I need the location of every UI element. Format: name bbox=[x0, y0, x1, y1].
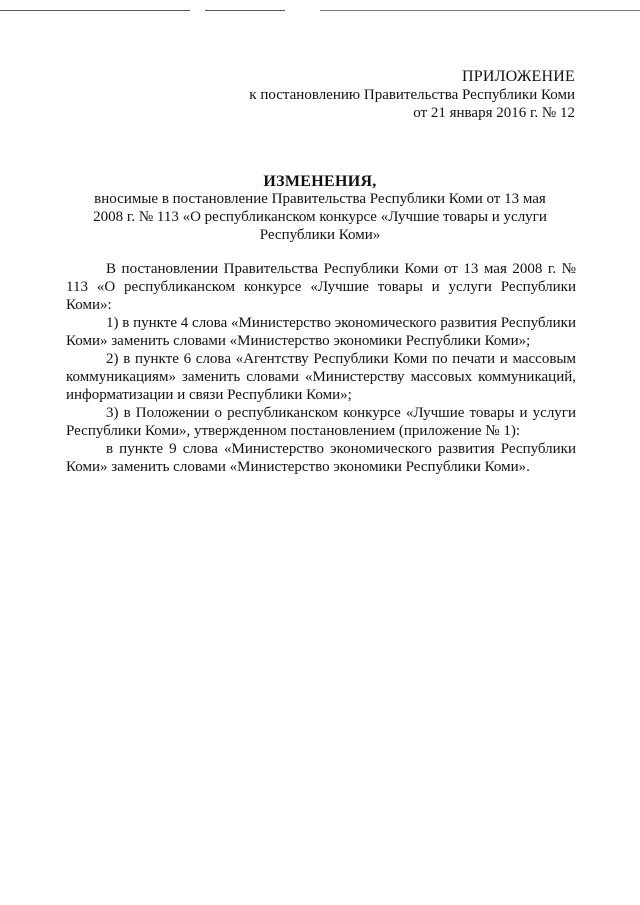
document-subtitle: вносимые в постановление Правительства Республики Коми от 13 мая 2008 г. № 113 «О республиканском конкурсе «Лучшие товары и услуги Республики Коми» bbox=[93, 191, 547, 243]
appendix-title: ПРИЛОЖЕНИЕ bbox=[461, 68, 575, 85]
body-paragraph: 3) в Положении о республиканском конкурсе «Лучшие товары и услуги Республики Коми», утвержденном постановлением (приложение № 1): bbox=[66, 405, 576, 439]
scan-artifact-line bbox=[205, 10, 285, 11]
body-paragraph: 2) в пункте 6 слова «Агентству Республики Коми по печати и массовым коммуникациям» заменить словами «Министерству массовых коммуникаций, информатизации и связи Республики Коми»; bbox=[66, 351, 576, 403]
document-body bbox=[66, 260, 576, 476]
appendix-date: от 21 января 2016 г. № 12 bbox=[413, 105, 575, 121]
scan-artifact-line bbox=[320, 10, 640, 11]
body-paragraph: в пункте 9 слова «Министерство экономического развития Республики Коми» заменить словами «Министерство экономики Республики Коми». bbox=[66, 441, 576, 475]
appendix-block bbox=[155, 68, 575, 122]
body-paragraph: В постановлении Правительства Республики Коми от 13 мая 2008 г. № 113 «О республиканском конкурсе «Лучшие товары и услуги Республики Коми»: bbox=[66, 261, 576, 313]
body-paragraph: 1) в пункте 4 слова «Министерство экономического развития Республики Коми» заменить словами «Министерство экономики Республики Коми»; bbox=[66, 315, 576, 349]
document-title: ИЗМЕНЕНИЯ, bbox=[263, 173, 377, 190]
scan-artifact-line bbox=[0, 10, 190, 11]
appendix-reference: к постановлению Правительства Республики Коми bbox=[249, 87, 575, 103]
